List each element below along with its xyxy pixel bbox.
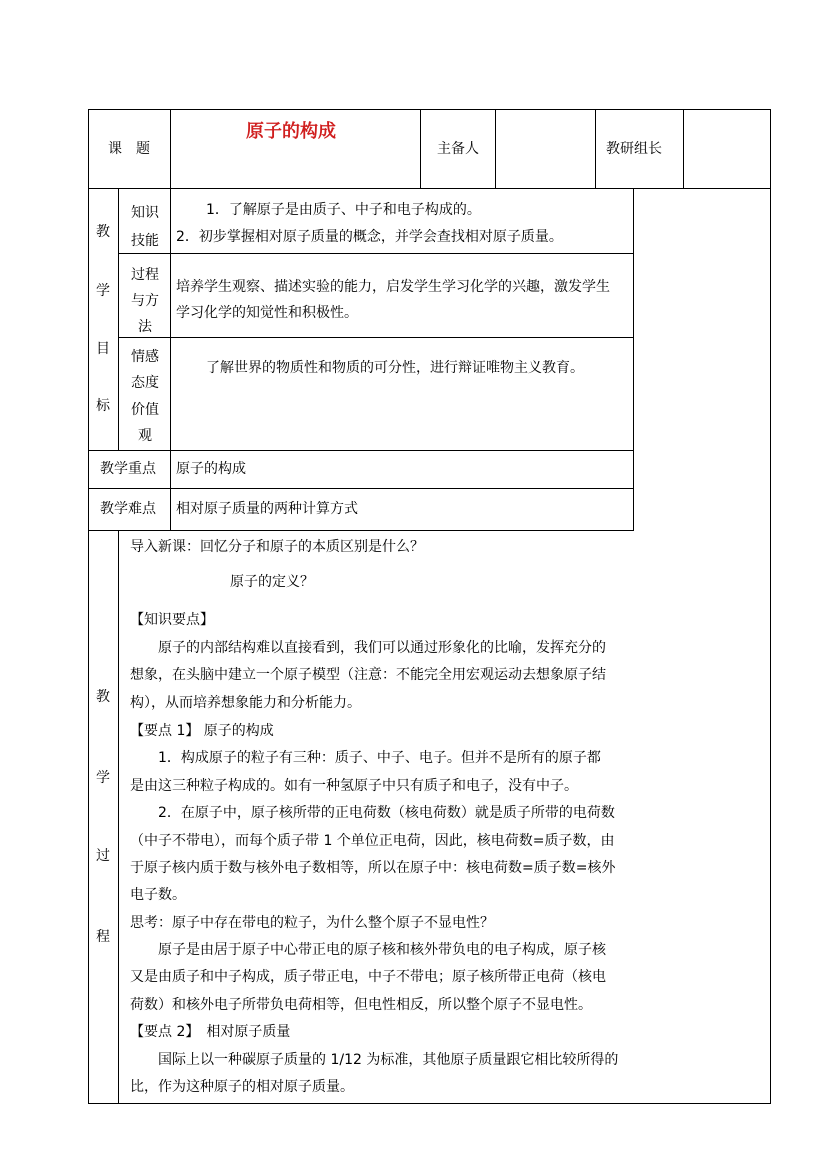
col-divider [595, 109, 596, 189]
emotion-label: 价值 [131, 402, 159, 418]
col-divider [683, 109, 684, 189]
topic-label: 课 题 [108, 141, 150, 157]
process-line: 又是由质子和中子构成，质子带正电，中子不带电；原子核所带正电荷（核电 [130, 969, 606, 985]
col-divider [170, 188, 171, 531]
process-line: 想象，在头脑中建立一个原子模型（注意：不能完全用宏观运动去想象原子结 [130, 667, 606, 683]
knowledge-line: 2．初步掌握相对原子质量的概念，并学会查找相对原子质量。 [176, 229, 563, 245]
goals-label-char: 学 [96, 283, 110, 299]
process-goal-line: 学习化学的知觉性和积极性。 [176, 305, 358, 321]
row-divider [118, 337, 633, 338]
process-label-char: 学 [96, 770, 110, 786]
preparer-label: 主备人 [437, 141, 479, 157]
table-left-border [88, 109, 89, 1104]
emotion-label: 观 [138, 428, 152, 444]
process-goal-label: 过程 [131, 267, 159, 283]
process-label-char: 程 [96, 929, 110, 945]
process-line: 原子的定义？ [230, 574, 314, 590]
process-label-char: 教 [96, 689, 110, 705]
process-line: 原子是由居于原子中心带正电的原子核和核外带负电的电子构成，原子核 [158, 942, 606, 958]
process-line: 荷数）和核外电子所带负电荷相等，但电性相反，所以整个原子不显电性。 [130, 997, 592, 1013]
process-line: （中子不带电），而每个质子带 1 个单位正电荷，因此，核电荷数=质子数，由 [130, 833, 615, 849]
col-divider [170, 109, 171, 189]
process-line: 【要点 2】 相对原子质量 [130, 1024, 291, 1040]
process-line: 构），从而培养想象能力和分析能力。 [130, 695, 361, 711]
process-line: 电子数。 [130, 887, 186, 903]
goals-label-char: 目 [96, 341, 110, 357]
process-line: 导入新课：回忆分子和原子的本质区别是什么？ [130, 539, 424, 555]
process-line: 于原子核内质于数与核外电子数相等，所以在原子中：核电荷数=质子数=核外 [130, 860, 616, 876]
process-line: 原子的内部结构难以直接看到，我们可以通过形象化的比喻，发挥充分的 [158, 640, 606, 656]
emotion-label: 情感 [131, 349, 159, 365]
process-label-char: 过 [96, 848, 110, 864]
process-line: 2．在原子中，原子核所带的正电荷数（核电荷数）就是质子所带的电荷数 [158, 805, 615, 821]
difficulty-label: 教学难点 [100, 501, 156, 517]
process-line: 思考：原子中存在带电的粒子，为什么整个原子不显电性？ [130, 915, 494, 931]
table-top-border [88, 109, 771, 110]
col-divider [118, 188, 119, 451]
col-divider [495, 109, 496, 189]
knowledge-label: 知识 [131, 205, 159, 221]
process-goal-label: 法 [138, 319, 152, 335]
process-line: 比，作为这种原子的相对原子质量。 [130, 1079, 354, 1095]
process-line: 【要点 1】 原子的构成 [130, 723, 274, 739]
emotion-label: 态度 [131, 375, 159, 391]
knowledge-line: 1．了解原子是由质子、中子和电子构成的。 [206, 202, 481, 218]
col-divider [118, 530, 119, 1104]
process-line: 是由这三种粒子构成的。如有一种氢原子中只有质子和电子，没有中子。 [130, 778, 578, 794]
key-point-label: 教学重点 [100, 461, 156, 477]
process-line: 1．构成原子的粒子有三种：质子、中子、电子。但并不是所有的原子都 [158, 750, 601, 766]
key-point-value: 原子的构成 [176, 461, 246, 477]
col-divider [420, 109, 421, 189]
process-goal-line: 培养学生观察、描述实验的能力，启发学生学习化学的兴趣，激发学生 [176, 279, 610, 295]
difficulty-value: 相对原子质量的两种计算方式 [176, 501, 358, 517]
leader-label: 教研组长 [606, 141, 662, 157]
knowledge-label: 技能 [131, 233, 159, 249]
topic-title: 原子的构成 [246, 121, 336, 142]
table-right-border [770, 109, 771, 1104]
col-divider [633, 188, 634, 531]
header-bottom-border [88, 188, 771, 189]
table-bottom-border [88, 1103, 771, 1104]
goals-label-char: 标 [96, 398, 110, 414]
process-line: 国际上以一种碳原子质量的 1/12 为标准，其他原子质量跟它相比较所得的 [158, 1052, 619, 1068]
process-line: 【知识要点】 [130, 612, 214, 628]
row-divider [118, 253, 633, 254]
goals-label-char: 教 [96, 224, 110, 240]
process-goal-label: 与方 [131, 293, 159, 309]
emotion-line: 了解世界的物质性和物质的可分性，进行辩证唯物主义教育。 [206, 360, 584, 376]
